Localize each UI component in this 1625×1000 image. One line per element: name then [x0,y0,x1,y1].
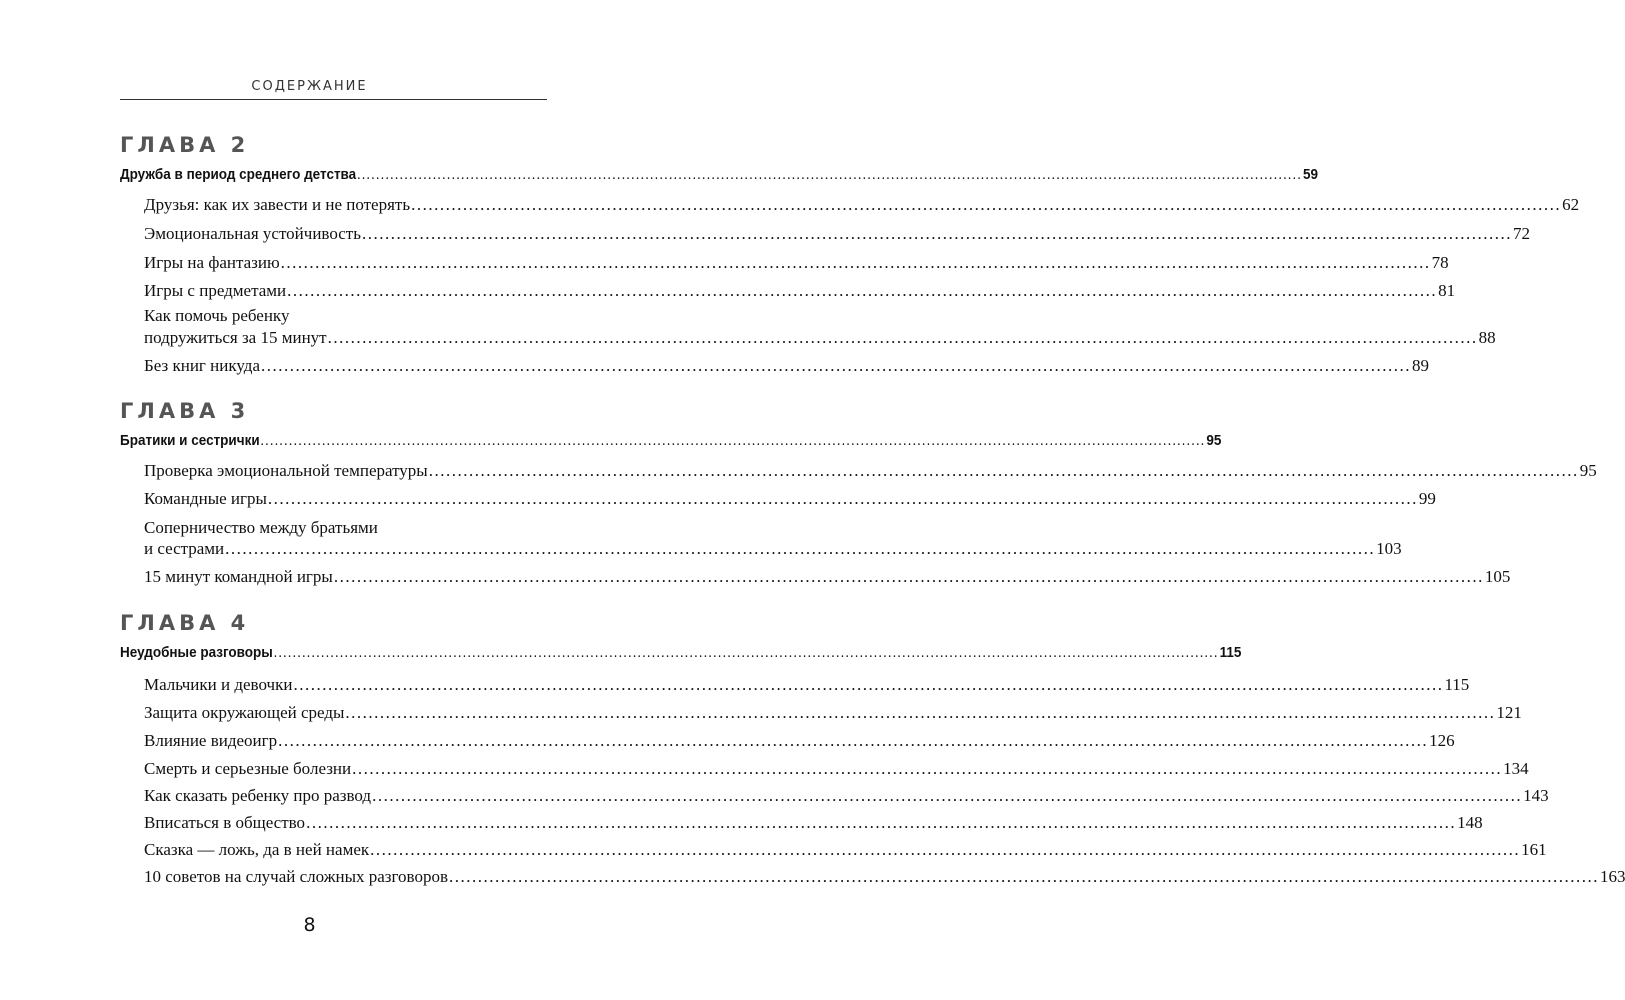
entry-title: Влияние видеоигр [144,731,278,750]
dot-leader: ........................................................................................................................................................................................................ [448,867,1599,886]
page-ref: 143 [1523,786,1549,805]
page-ref: 121 [1496,703,1522,722]
entry-title-line1: Соперничество между братьями [144,518,378,537]
page-ref: 72 [1512,224,1530,243]
toc-entry[interactable] [144,675,1470,695]
dot-leader: ........................................................................................................................................................................................................ [327,328,1478,347]
page-ref: 78 [1431,253,1449,272]
page-number: 8 [303,914,316,936]
dot-leader: ........................................................................................................................................................................................................ [411,195,1562,214]
entry-title: Вписаться в общество [144,813,306,832]
entry-title: Смерть и серьезные болезни [144,759,352,778]
page-ref: 105 [1484,567,1511,586]
toc-entry[interactable] [144,759,1529,779]
entry-title: Командные игры [144,489,267,508]
entry-title: Защита окружающей среды [144,703,345,722]
page-ref: 95 [1579,461,1597,480]
toc-entry[interactable] [144,281,1456,301]
dot-leader: ........................................................................................................................................................................................................ [352,759,1503,778]
section-title: Дружба в период среднего детства [120,166,357,183]
dot-leader: ........................................................................................................................................................................................................ [287,281,1438,300]
page-ref: 89 [1412,356,1429,375]
toc-entry[interactable] [144,840,1547,860]
dot-leader: ........................................................................................................................................................................................................ [278,731,1429,750]
page-ref: 103 [1376,539,1402,558]
dot-leader: ........................................................................................................................................................................................................ [357,167,1303,183]
entry-title: Игры с предметами [144,281,287,300]
dot-leader: ........................................................................................................................................................................................................ [225,539,1376,558]
toc-entry[interactable] [144,489,1436,509]
entry-title: Сказка — ложь, да в ней намек [144,840,370,859]
page-ref: 134 [1503,759,1529,778]
chapter-heading: ГЛАВА 4 [120,611,250,635]
page-ref: 161 [1521,840,1547,859]
page-ref: 59 [1302,166,1319,183]
entry-title-line1: Как помочь ребенку [144,306,290,325]
toc-entry[interactable] [144,461,1597,481]
dot-leader: ........................................................................................................................................................................................................ [267,489,1418,508]
dot-leader: ........................................................................................................................................................................................................ [333,567,1484,586]
chapter-heading: ГЛАВА 3 [120,399,250,423]
entry-title: Игры на фантазию [144,253,280,272]
page-ref: 62 [1562,195,1580,214]
page-ref: 148 [1457,813,1483,832]
entry-title: подружиться за 15 минут [144,328,327,347]
page-ref: 99 [1418,489,1436,508]
toc-entry[interactable] [144,224,1530,244]
header-divider [120,99,547,100]
toc-entry[interactable] [144,195,1580,215]
toc-section-entry[interactable] [120,432,1222,450]
dot-leader: ........................................................................................................................................................................................................ [306,813,1457,832]
entry-title: и сестрами [144,539,225,558]
entry-title: 15 минут командной игры [144,567,333,586]
entry-title: Эмоциональная устойчивость [144,224,361,243]
entry-title: Мальчики и девочки [144,675,293,694]
toc-section-entry[interactable] [120,166,1319,184]
running-header: СОДЕРЖАНИЕ [251,79,368,94]
dot-leader: ........................................................................................................................................................................................................ [361,224,1512,243]
dot-leader: ........................................................................................................................................................................................................ [372,786,1523,805]
dot-leader: ........................................................................................................................................................................................................ [260,433,1206,449]
page-ref: 115 [1219,644,1242,661]
page-ref: 81 [1438,281,1456,300]
entry-title: 10 советов на случай сложных разговоров [144,867,448,886]
dot-leader: ........................................................................................................................................................................................................ [345,703,1496,722]
toc-entry[interactable] [144,253,1449,273]
dot-leader: ........................................................................................................................................................................................................ [428,461,1579,480]
dot-leader: ........................................................................................................................................................................................................ [261,356,1411,375]
dot-leader: ........................................................................................................................................................................................................ [273,645,1219,661]
page-ref: 95 [1206,432,1222,449]
entry-title: Без книг никуда [144,356,260,375]
dot-leader: ........................................................................................................................................................................................................ [370,840,1521,859]
toc-entry[interactable] [144,786,1549,806]
entry-title: Проверка эмоциональной температуры [144,461,428,480]
page-ref: 88 [1478,328,1496,347]
toc-entry[interactable] [144,328,1496,348]
section-title: Неудобные разговоры [120,644,273,661]
toc-entry[interactable] [144,867,1625,887]
section-title: Братики и сестрички [120,432,260,449]
page-ref: 126 [1429,731,1455,750]
toc-section-entry[interactable] [120,644,1242,662]
dot-leader: ........................................................................................................................................................................................................ [293,675,1444,694]
chapter-heading: ГЛАВА 2 [120,133,250,157]
page-ref: 115 [1444,675,1470,694]
toc-entry[interactable] [144,567,1511,587]
toc-entry[interactable] [144,813,1483,833]
entry-title: Как сказать ребенку про развод [144,786,372,805]
toc-entry[interactable] [144,731,1455,751]
toc-entry[interactable] [144,356,1429,376]
toc-entry[interactable] [144,703,1522,723]
toc-entry[interactable] [144,539,1402,559]
page-ref: 163 [1599,867,1625,886]
entry-title: Друзья: как их завести и не потерять [144,195,411,214]
dot-leader: ........................................................................................................................................................................................................ [280,253,1431,272]
